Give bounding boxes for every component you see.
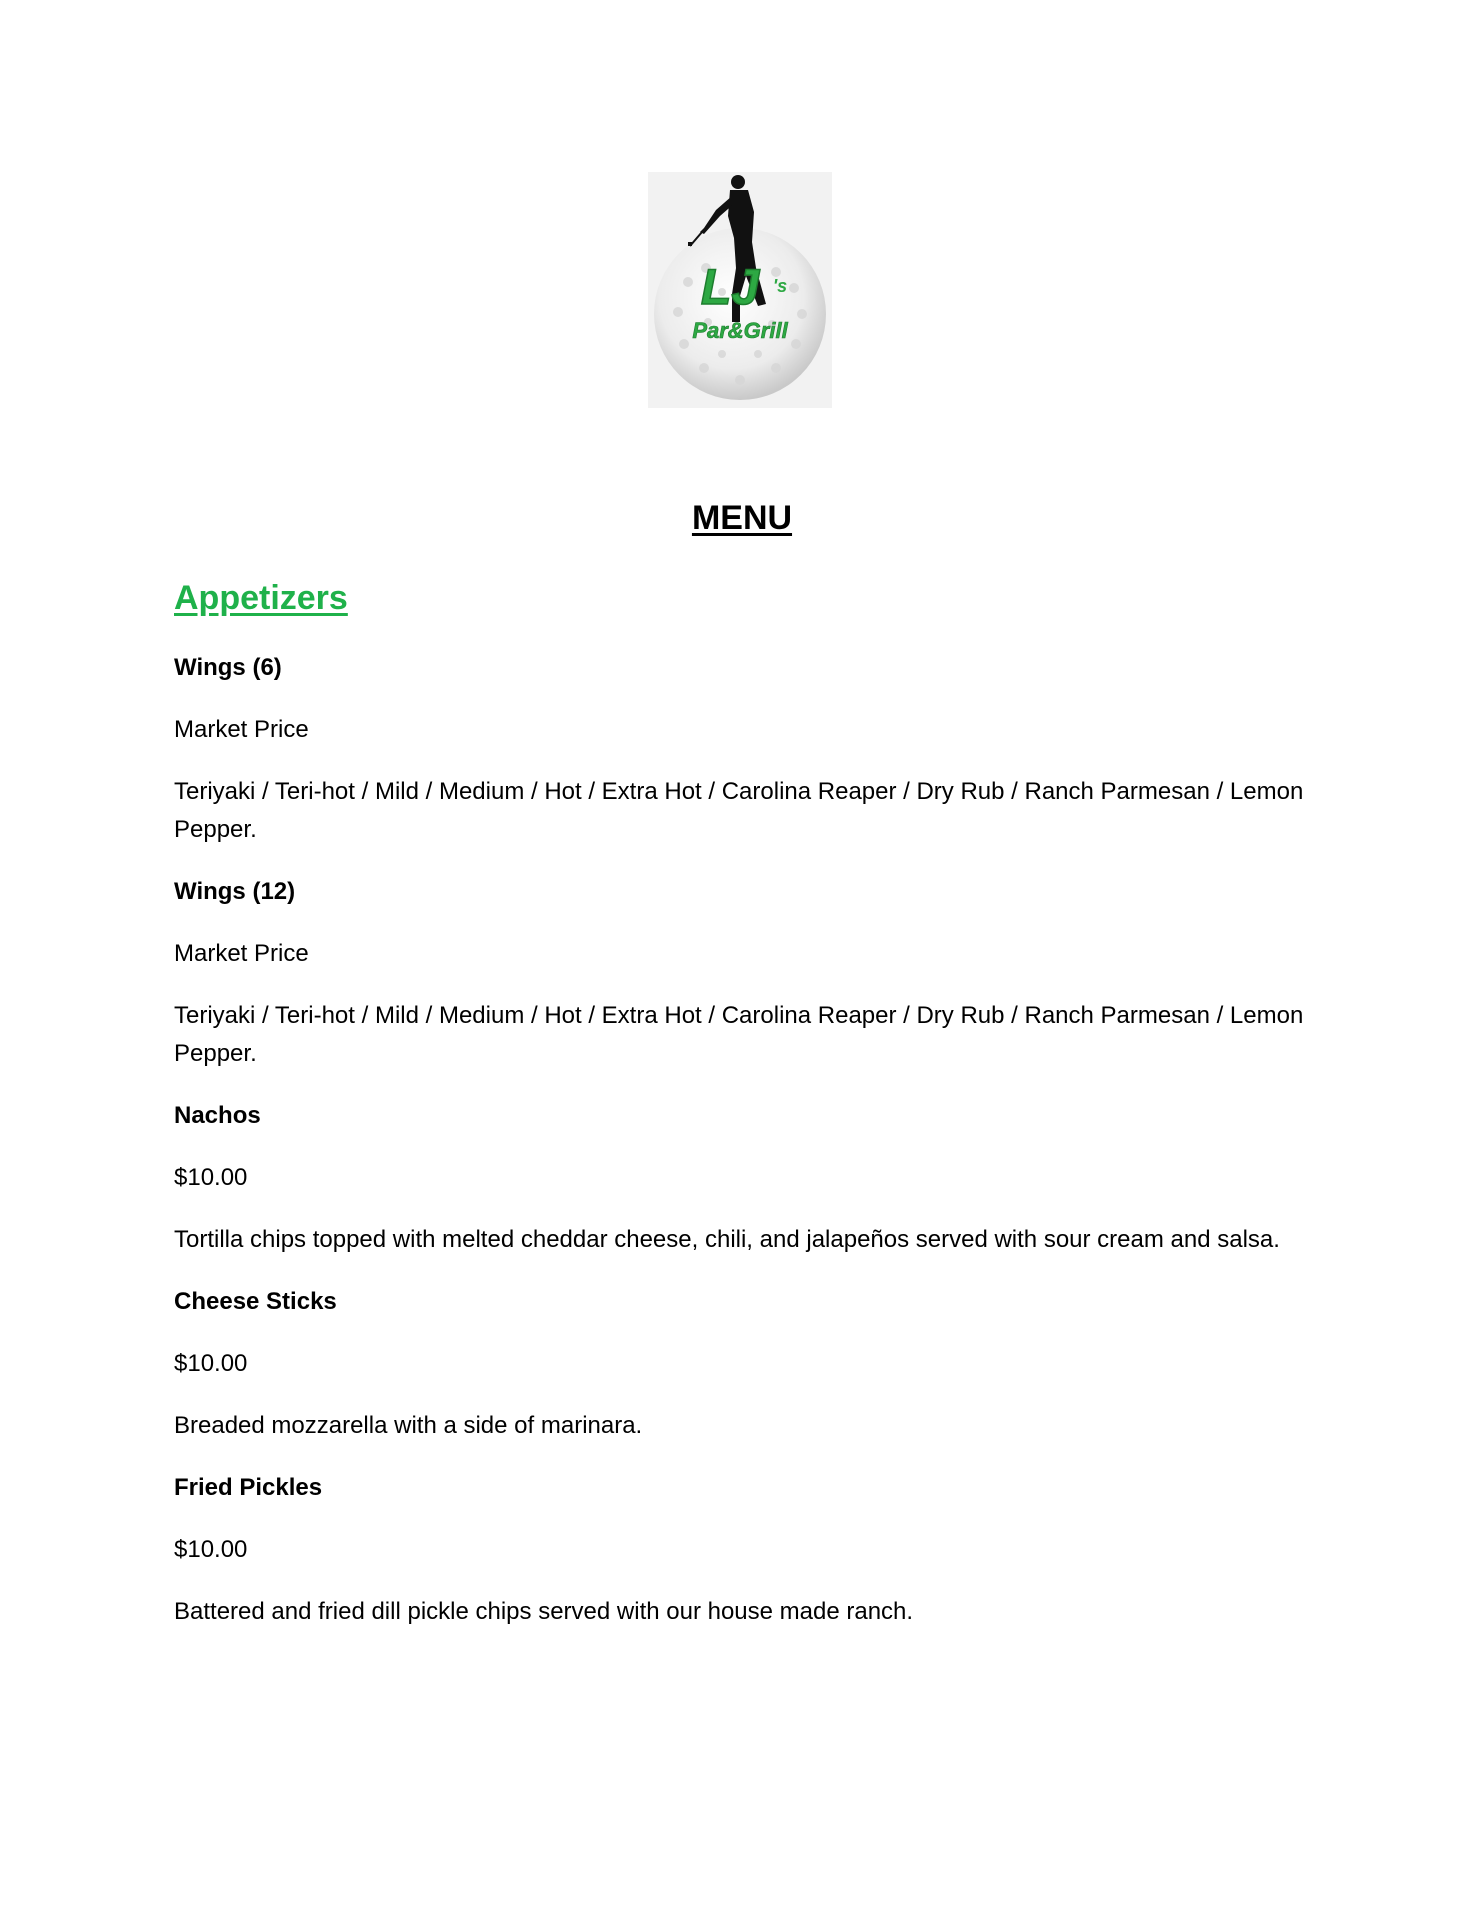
- item-name: Nachos: [174, 1102, 261, 1129]
- restaurant-logo: [648, 172, 832, 408]
- menu-item: [174, 873, 1324, 1073]
- section-title-appetizers: Appetizers: [174, 579, 348, 617]
- menu-item: [174, 649, 1324, 849]
- item-price: $10.00: [174, 1350, 248, 1377]
- item-description: Battered and fried dill pickle chips served with our house made ranch.: [174, 1598, 914, 1625]
- item-name: Wings (12): [174, 878, 296, 905]
- menu-item: [174, 1283, 1324, 1445]
- item-description: Teriyaki / Teri-hot / Mild / Medium / Hot / Extra Hot / Carolina Reaper / Dry Rub / Ranch Parmesan / Lemon Pepper.: [174, 1002, 1304, 1067]
- golf-ball-golfer-icon: [648, 172, 832, 408]
- menu-title: MENU: [691, 499, 793, 537]
- svg-text:Par&Grill: Par&Grill: [692, 318, 788, 343]
- svg-text:'s: 's: [772, 276, 788, 296]
- item-price: Market Price: [174, 940, 309, 967]
- item-description: Teriyaki / Teri-hot / Mild / Medium / Hot / Extra Hot / Carolina Reaper / Dry Rub / Ranch Parmesan / Lemon Pepper.: [174, 778, 1304, 843]
- item-description: Breaded mozzarella with a side of marinara.: [174, 1412, 643, 1439]
- item-price: $10.00: [174, 1164, 248, 1191]
- item-name: Wings (6): [174, 654, 282, 681]
- item-description: Tortilla chips topped with melted cheddar cheese, chili, and jalapeños served with sour cream and salsa.: [174, 1226, 1280, 1253]
- menu-item: [174, 1469, 1324, 1631]
- menu-item: [174, 1097, 1324, 1259]
- item-price: Market Price: [174, 716, 309, 743]
- item-price: $10.00: [174, 1536, 248, 1563]
- item-name: Cheese Sticks: [174, 1288, 337, 1315]
- svg-text:LJ: LJ: [700, 259, 760, 315]
- item-name: Fried Pickles: [174, 1474, 323, 1501]
- appetizer-list: [174, 649, 1324, 1655]
